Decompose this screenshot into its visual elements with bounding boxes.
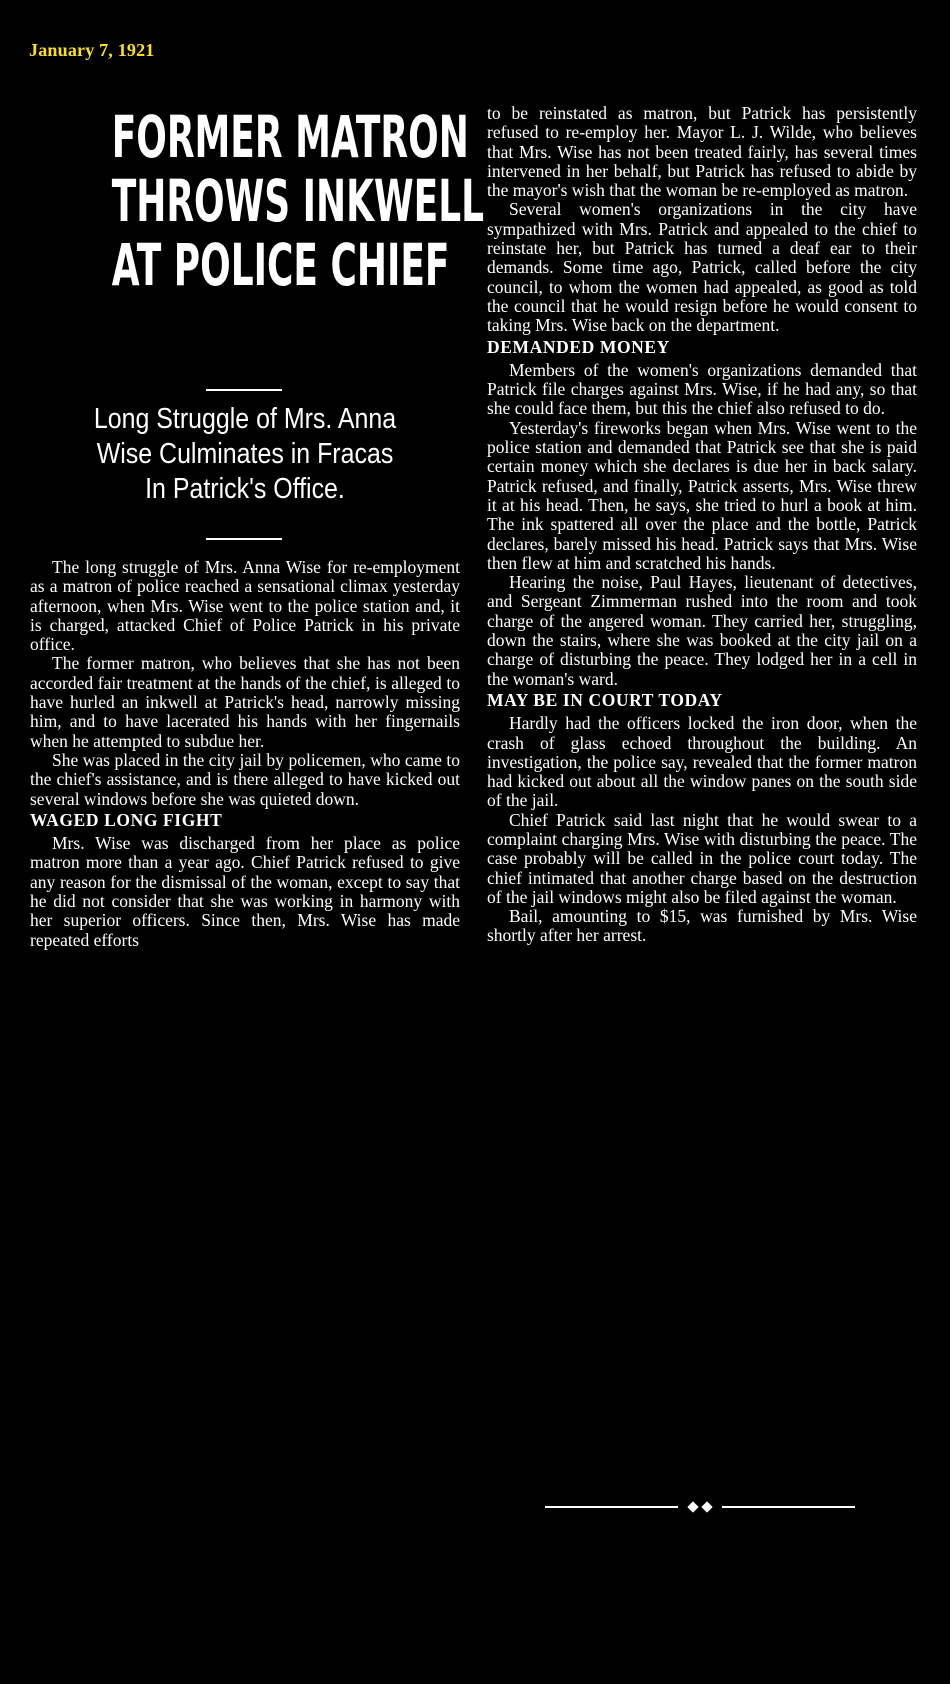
paragraph: Several women's organizations in the city have sympathized with Mrs. Patrick and appealed to the chief to reinstate her, but Patrick has turned a deaf ear to their demands. Some time ago, Patrick, called before the city council, to whom the women had appealed, as good as told the council that he would resign before he would consent to taking Mrs. Wise back on the department. <box>487 199 917 336</box>
paragraph: The former matron, who believes that she has not been accorded fair treatment at the hands of the chief, is alleged to have hurled an inkwell at Patrick's head, narrowly missing him, and to have lacerated his hands with her fingernails when he attempted to subdue her. <box>30 653 460 751</box>
headline-line-1: FORMER MATRON <box>111 103 469 171</box>
article-date: January 7, 1921 <box>29 40 155 60</box>
deck-line-3: In Patrick's Office. <box>145 473 345 505</box>
article-column-1 <box>30 558 460 950</box>
deck-line-2: Wise Culminates in Fracas <box>96 438 394 470</box>
paragraph: Members of the women's organizations demanded that Patrick file charges against Mrs. Wise, if he had any, so that she could face them, but this the chief also refused to do. <box>487 359 917 419</box>
deck <box>30 402 460 507</box>
paragraph: Chief Patrick said last night that he would swear to a complaint charging Mrs. Wise with disturbing the peace. The case probably will be called in the police court today. The chief intimated that another charge based on the destruction of the jail windows might also be filed against the woman. <box>487 809 917 907</box>
paragraph: The long struggle of Mrs. Anna Wise for re-employment as a matron of police reached a sensational climax yesterday afternoon, when Mrs. Wise went to the police station and, it is charged, attacked Chief of Police Patrick in his private office. <box>30 557 460 655</box>
headline <box>30 103 485 299</box>
subhead: DEMANDED MONEY <box>487 336 670 357</box>
article-column-2 <box>487 104 917 946</box>
headline-line-3: AT POLICE CHIEF <box>111 231 450 299</box>
paragraph: Bail, amounting to $15, was furnished by Mrs. Wise shortly after her arrest. <box>487 906 917 946</box>
end-ornament <box>678 1499 722 1515</box>
deck-divider <box>206 538 282 540</box>
deck-line-1: Long Struggle of Mrs. Anna <box>93 403 397 435</box>
paragraph: Hearing the noise, Paul Hayes, lieutenant of detectives, and Sergeant Zimmerman rushed into the room and took charge of the angered woman. They carried her, struggling, down the stairs, where she was booked at the city jail on a charge of disturbing the peace. They lodged her in a cell in the woman's ward. <box>487 572 917 689</box>
paragraph: She was placed in the city jail by policemen, who came to the chief's assistance, and is there alleged to have kicked out several windows before she was quieted down. <box>30 749 460 809</box>
paragraph: Hardly had the officers locked the iron door, when the crash of glass echoed throughout the building. An investigation, the police say, revealed that the former matron had kicked out about all the window panes on the south side of the jail. <box>487 713 917 811</box>
paragraph: to be reinstated as matron, but Patrick has persistently refused to re-employ her. Mayor L. J. Wilde, who believes that Mrs. Wise has not been treated fairly, has several times intervened in her behalf, but Patrick has refused to abide by the mayor's wish that the woman be re-employed as matron. <box>487 103 917 201</box>
headline-line-2: THROWS INKWELL <box>111 167 485 235</box>
paragraph: Yesterday's fireworks began when Mrs. Wise went to the police station and demanded that Patrick see that she is paid certain money which she declares is due her in back salary. Patrick refused, and finally, Patrick asserts, Mrs. Wise threw it at his head. Then, he says, she tried to hurl a book at him. The ink spattered all over the place and the bottle, Patrick declares, barely missed his head. Patrick says that Mrs. Wise then flew at him and scratched his hands. <box>487 417 917 573</box>
headline-divider <box>206 389 282 391</box>
subhead: WAGED LONG FIGHT <box>30 809 223 830</box>
subhead: MAY BE IN COURT TODAY <box>487 689 723 710</box>
paragraph: Mrs. Wise was discharged from her place as police matron more than a year ago. Chief Patrick refused to give any reason for the dismissal of the woman, except to say that he did not consider that she was working in harmony with her superior officers. Since then, Mrs. Wise has made repeated efforts <box>30 833 460 950</box>
